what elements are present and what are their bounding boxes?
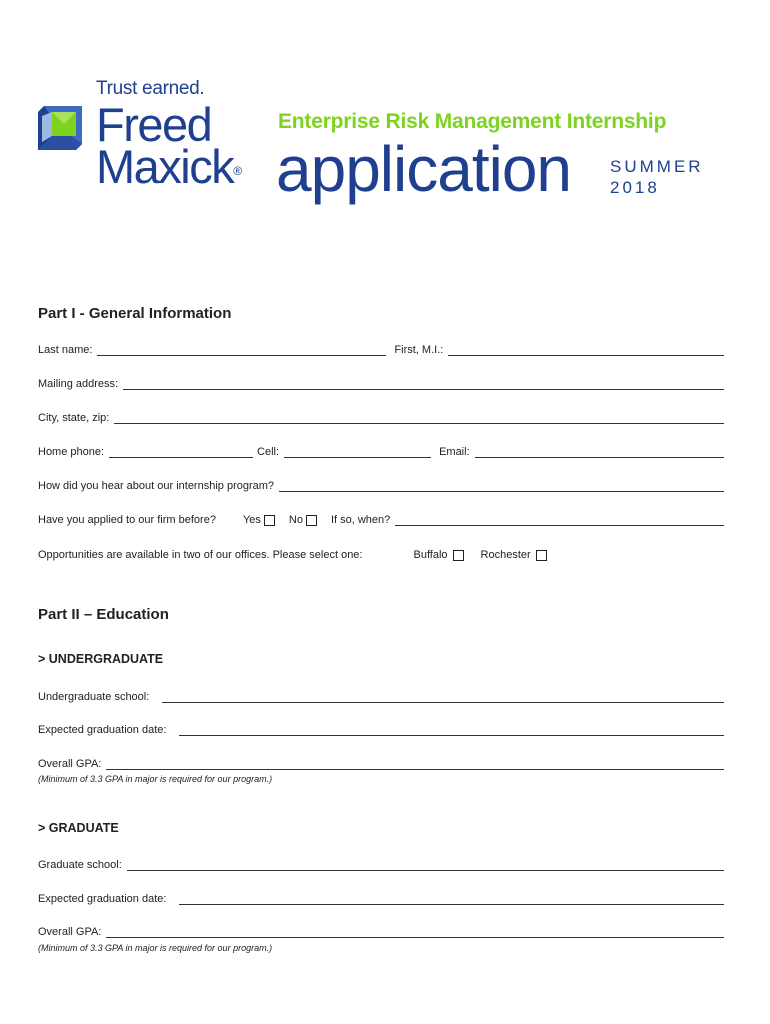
grad-school-label: Graduate school: [38, 859, 122, 871]
grad-gpa-label: Overall GPA: [38, 926, 102, 938]
no-checkbox[interactable] [306, 515, 317, 526]
mailing-address-label: Mailing address: [38, 378, 119, 390]
last-name-label: Last name: [38, 344, 93, 356]
season-label [610, 156, 704, 198]
phone-email-row [38, 440, 724, 458]
grad-gpa-row [38, 920, 724, 938]
undergrad-gpa-label: Overall GPA: [38, 758, 102, 770]
cell-label: Cell: [257, 446, 280, 458]
grad-school-row [38, 853, 724, 871]
no-option[interactable] [289, 514, 317, 526]
buffalo-checkbox[interactable] [453, 550, 464, 561]
undergrad-gpa-note: (Minimum of 3.3 GPA in major is required for our program.) [38, 774, 273, 784]
how-heard-label: How did you hear about our internship program? [38, 480, 275, 492]
undergrad-school-row [38, 685, 724, 703]
page-title: application [276, 133, 571, 205]
name-row [38, 338, 724, 356]
undergrad-school-field[interactable] [162, 689, 724, 703]
yes-option[interactable] [243, 514, 275, 526]
yes-checkbox[interactable] [264, 515, 275, 526]
first-mi-field[interactable] [448, 342, 724, 356]
season-word: SUMMER [610, 157, 704, 176]
yes-label: Yes [242, 514, 261, 526]
buffalo-option[interactable] [413, 549, 463, 561]
buffalo-label: Buffalo [413, 549, 448, 561]
grad-grad-date-row [38, 887, 724, 905]
graduate-heading: > GRADUATE [38, 821, 119, 835]
undergrad-school-label: Undergraduate school: [38, 691, 150, 703]
part2-title: Part II – Education [38, 606, 169, 623]
if-so-when-label: If so, when? [330, 514, 391, 526]
applied-before-row [38, 508, 724, 526]
first-mi-label: First, M.I.: [394, 344, 444, 356]
undergraduate-heading: > UNDERGRADUATE [38, 652, 164, 666]
mailing-address-field[interactable] [123, 376, 724, 390]
no-label: No [288, 514, 303, 526]
home-phone-field[interactable] [109, 444, 253, 458]
brand-name [96, 98, 243, 193]
freed-maxick-logo-icon [38, 106, 82, 150]
undergrad-grad-date-label: Expected graduation date: [38, 724, 167, 736]
rochester-option[interactable] [481, 549, 547, 561]
undergrad-grad-date-field[interactable] [179, 722, 724, 736]
brand-line-2: Maxick [96, 140, 234, 193]
email-label: Email: [439, 446, 470, 458]
season-year: 2018 [610, 178, 660, 197]
tagline: Trust earned. [96, 78, 205, 99]
if-so-when-field[interactable] [395, 512, 724, 526]
grad-school-field[interactable] [127, 857, 724, 871]
part1-title: Part I - General Information [38, 305, 232, 322]
mailing-address-row [38, 372, 724, 390]
rochester-checkbox[interactable] [536, 550, 547, 561]
offices-question: Opportunities are available in two of our offices. Please select one: [38, 549, 363, 561]
applied-before-label: Have you applied to our firm before? [38, 514, 216, 526]
undergrad-gpa-field[interactable] [106, 756, 724, 770]
program-subtitle: Enterprise Risk Management Internship [278, 110, 667, 133]
last-name-field[interactable] [97, 342, 386, 356]
undergrad-gpa-row [38, 752, 724, 770]
how-heard-row [38, 474, 724, 492]
grad-grad-date-label: Expected graduation date: [38, 893, 167, 905]
registered-mark: ® [233, 164, 243, 178]
city-state-zip-row [38, 406, 724, 424]
rochester-label: Rochester [480, 549, 531, 561]
how-heard-field[interactable] [279, 478, 724, 492]
email-field[interactable] [475, 444, 724, 458]
brand-line-1: Freed [96, 98, 212, 151]
home-phone-label: Home phone: [38, 446, 105, 458]
undergrad-grad-date-row [38, 718, 724, 736]
grad-gpa-field[interactable] [106, 924, 724, 938]
city-state-zip-field[interactable] [114, 410, 724, 424]
cell-field[interactable] [284, 444, 431, 458]
city-state-zip-label: City, state, zip: [38, 412, 110, 424]
grad-gpa-note: (Minimum of 3.3 GPA in major is required for our program.) [38, 943, 273, 953]
grad-grad-date-field[interactable] [179, 891, 724, 905]
offices-row [38, 543, 547, 561]
